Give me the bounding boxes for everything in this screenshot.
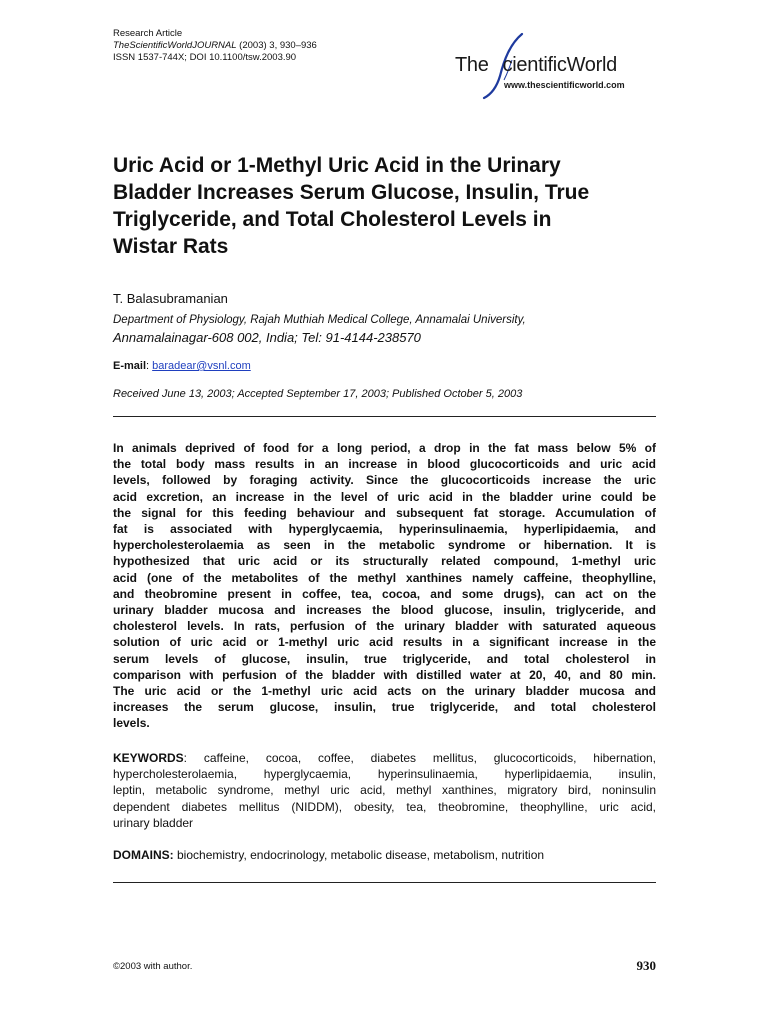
email-link[interactable]: baradear@vsnl.com <box>152 360 251 372</box>
author-name: T. Balasubramanian <box>113 291 228 306</box>
keywords-label: KEYWORDS <box>113 751 184 765</box>
abstract-line: In animals deprived of food for a long period, a drop in the fat mass below 5% of <box>113 441 656 455</box>
title-line: Triglyceride, and Total Cholesterol Levels in <box>113 208 552 231</box>
divider-top <box>113 416 656 417</box>
article-title <box>113 152 673 260</box>
title-line: Wistar Rats <box>113 235 229 258</box>
citation-volume-pages: (2003) 3, 930–936 <box>236 40 317 51</box>
copyright: ©2003 with author. <box>113 961 193 972</box>
abstract-line: and theobromine present in coffee, tea, cocoa, and some drugs), can act on the <box>113 586 656 601</box>
affiliation <box>113 313 526 347</box>
abstract-line: serum levels of glucose, insulin, true triglyceride, and total cholesterol in <box>113 651 656 666</box>
publication-dates: Received June 13, 2003; Accepted September 17, 2003; Published October 5, 2003 <box>113 388 523 400</box>
abstract-line: acid excretion, an increase in the level of uric acid in the bladder urine could be <box>113 489 656 504</box>
abstract-line: levels. <box>113 716 150 731</box>
abstract-line: hypercholesterolaemia as seen in the metabolic syndrome or hibernation. It is <box>113 538 656 553</box>
email-label: E-mail <box>113 360 147 372</box>
journal-name: TheScientificWorldJOURNAL <box>113 40 237 51</box>
abstract <box>113 440 656 732</box>
journal-logo <box>452 30 652 102</box>
keywords <box>113 750 656 831</box>
abstract-line: urinary bladder mucosa and increases the blood glucose, insulin, triglyceride, and <box>113 603 656 618</box>
abstract-line: increases the serum glucose, insulin, true triglyceride, and total cholesterol <box>113 700 656 715</box>
title-line: Bladder Increases Serum Glucose, Insulin, True <box>113 181 590 204</box>
abstract-line: the signal for this feeding behaviour and subsequent fat storage. Accumulation of <box>113 505 656 520</box>
domains-label: DOMAINS: <box>113 848 174 862</box>
issn-doi: ISSN 1537-744X; DOI 10.1100/tsw.2003.90 <box>113 52 297 63</box>
abstract-line: acid (one of the metabolites of the methyl xanthines namely caffeine, theophylline, <box>113 570 656 585</box>
title-line: Uric Acid or 1-Methyl Uric Acid in the Urinary <box>113 154 561 177</box>
abstract-line: hypothesized that uric acid or its structurally related compound, 1-methyl uric <box>113 554 656 569</box>
keywords-line: hypercholesterolaemia, hyperglycaemia, hyperinsulinaemia, hyperlipidaemia, insulin, <box>113 767 656 782</box>
abstract-line: cholesterol levels. In rats, perfusion of the urinary bladder with saturated aqueous <box>113 619 656 634</box>
article-type: Research Article <box>113 28 183 39</box>
abstract-line: comparison with perfusion of the bladder with distilled water at 20, 40, and 80 min. <box>113 667 656 682</box>
domains: DOMAINS: biochemistry, endocrinology, metabolic disease, metabolism, nutrition <box>113 848 545 862</box>
page-number: 930 <box>636 958 656 973</box>
affiliation-line: Annamalainagar-608 002, India; Tel: 91-4144-238570 <box>113 330 421 345</box>
keywords-line: KEYWORDS: caffeine, cocoa, coffee, diabetes mellitus, glucocorticoids, hibernation, <box>113 751 656 765</box>
divider-bottom <box>113 882 656 883</box>
keywords-line: urinary bladder <box>113 815 194 830</box>
email-line: E-mail: baradear@vsnl.com <box>113 360 251 372</box>
abstract-line: levels, followed by foraging activity. Since the glucocorticoids increase the uric <box>113 473 656 488</box>
abstract-line: The uric acid or the 1-methyl uric acid acts on the urinary bladder mucosa and <box>113 684 656 699</box>
abstract-line: the total body mass results in an increase in blood glucocorticoids and uric acid <box>113 457 656 472</box>
keywords-line: leptin, metabolic syndrome, methyl uric acid, methyl xanthines, migratory bird, noninsulin <box>113 783 656 798</box>
affiliation-line: Department of Physiology, Rajah Muthiah Medical College, Annamalai University, <box>113 314 526 326</box>
abstract-line: fat is associated with hyperglycaemia, hyperinsulinaemia, hyperlipidaemia, and <box>113 522 656 537</box>
journal-citation <box>113 40 317 52</box>
keywords-line: dependent diabetes mellitus (NIDDM), obesity, tea, theobromine, theophylline, uric acid, <box>113 799 656 814</box>
abstract-line: solution of uric acid or 1-methyl uric acid results in a significant increase in the <box>113 635 656 650</box>
logo-wordmark: The cientificWorld <box>455 54 617 76</box>
logo-url: www.thescientificworld.com <box>504 80 625 90</box>
